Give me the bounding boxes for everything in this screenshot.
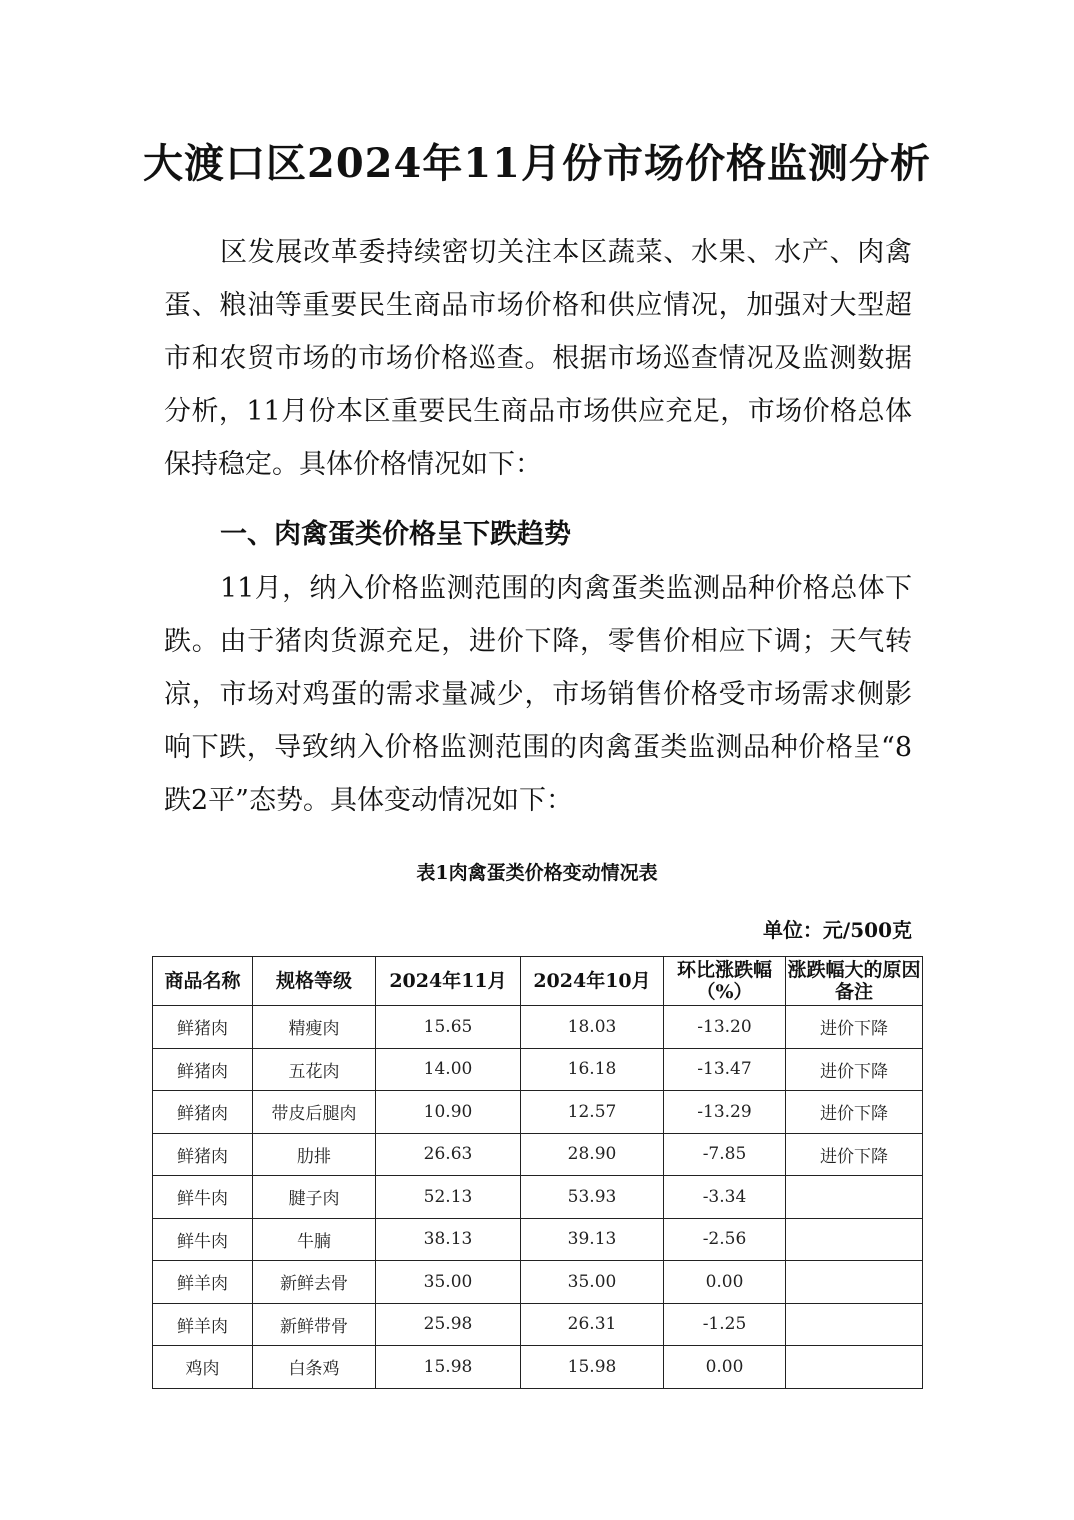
- product-name-cell: 鲜羊肉: [153, 1303, 253, 1346]
- remark-cell: [786, 1346, 923, 1389]
- mom-change-cell: -3.34: [664, 1176, 786, 1219]
- spec-grade-cell: 新鲜带骨: [253, 1303, 376, 1346]
- table-row: [153, 1091, 923, 1134]
- price-nov-cell: 25.98: [376, 1303, 521, 1346]
- spec-grade-cell: 五花肉: [253, 1048, 376, 1091]
- mom-change-cell: -2.56: [664, 1218, 786, 1261]
- price-oct-cell: 53.93: [521, 1176, 664, 1219]
- price-change-table: [152, 956, 923, 1389]
- header-cell: 规格等级: [253, 957, 376, 1006]
- table-caption: 表1肉禽蛋类价格变动情况表: [416, 862, 658, 884]
- table-row: [153, 1006, 923, 1049]
- table-row: [153, 1176, 923, 1219]
- mom-change-cell: -1.25: [664, 1303, 786, 1346]
- header-cell: 商品名称: [153, 957, 253, 1006]
- table-row: [153, 1218, 923, 1261]
- price-oct-cell: 26.31: [521, 1303, 664, 1346]
- remark-cell: [786, 1176, 923, 1219]
- mom-change-cell: 0.00: [664, 1346, 786, 1389]
- product-name-cell: 鲜羊肉: [153, 1261, 253, 1304]
- mom-change-cell: 0.00: [664, 1261, 786, 1304]
- table-row: [153, 1303, 923, 1346]
- section-paragraph: 11月，纳入价格监测范围的肉禽蛋类监测品种价格总体下跌。由于猪肉货源充足，进价下降，零售价相应下调；天气转凉，市场对鸡蛋的需求量减少，市场销售价格受市场需求侧影响下跌，导致纳入价格监测范围的肉禽蛋类监测品种价格呈“8跌2平”态势。具体变动情况如下：: [164, 573, 912, 816]
- spec-grade-cell: 精瘦肉: [253, 1006, 376, 1049]
- remark-cell: [786, 1261, 923, 1304]
- price-oct-cell: 12.57: [521, 1091, 664, 1134]
- table-row: [153, 1261, 923, 1304]
- price-nov-cell: 26.63: [376, 1133, 521, 1176]
- mom-change-cell: -13.29: [664, 1091, 786, 1134]
- price-nov-cell: 35.00: [376, 1261, 521, 1304]
- price-oct-cell: 15.98: [521, 1346, 664, 1389]
- price-oct-cell: 16.18: [521, 1048, 664, 1091]
- unit-label: 单位：元/500克: [762, 918, 912, 942]
- spec-grade-cell: 肋排: [253, 1133, 376, 1176]
- price-nov-cell: 15.65: [376, 1006, 521, 1049]
- remark-cell: [786, 1218, 923, 1261]
- price-nov-cell: 10.90: [376, 1091, 521, 1134]
- product-name-cell: 鲜猪肉: [153, 1048, 253, 1091]
- remark-cell: 进价下降: [786, 1133, 923, 1176]
- intro-paragraph: 区发展改革委持续密切关注本区蔬菜、水果、水产、肉禽蛋、粮油等重要民生商品市场价格和供应情况，加强对大型超市和农贸市场的市场价格巡查。根据市场巡查情况及监测数据分析，11月份本区重要民生商品市场供应充足，市场价格总体保持稳定。具体价格情况如下：: [164, 237, 912, 480]
- price-oct-cell: 35.00: [521, 1261, 664, 1304]
- mom-change-cell: -7.85: [664, 1133, 786, 1176]
- mom-change-cell: -13.20: [664, 1006, 786, 1049]
- remark-cell: [786, 1303, 923, 1346]
- price-nov-cell: 14.00: [376, 1048, 521, 1091]
- header-cell: 涨跌幅大的原因备注: [786, 957, 923, 1006]
- product-name-cell: 鲜牛肉: [153, 1176, 253, 1219]
- table-row: [153, 1048, 923, 1091]
- mom-change-cell: -13.47: [664, 1048, 786, 1091]
- remark-cell: 进价下降: [786, 1091, 923, 1134]
- price-nov-cell: 15.98: [376, 1346, 521, 1389]
- product-name-cell: 鲜猪肉: [153, 1133, 253, 1176]
- product-name-cell: 鲜猪肉: [153, 1006, 253, 1049]
- price-oct-cell: 39.13: [521, 1218, 664, 1261]
- section-heading: 一、肉禽蛋类价格呈下跌趋势: [220, 519, 571, 550]
- spec-grade-cell: 牛腩: [253, 1218, 376, 1261]
- spec-grade-cell: 新鲜去骨: [253, 1261, 376, 1304]
- table-row: [153, 1346, 923, 1389]
- price-nov-cell: 38.13: [376, 1218, 521, 1261]
- price-oct-cell: 28.90: [521, 1133, 664, 1176]
- document-title: 大渡口区2024年11月份市场价格监测分析: [143, 140, 931, 187]
- spec-grade-cell: 腱子肉: [253, 1176, 376, 1219]
- remark-cell: 进价下降: [786, 1048, 923, 1091]
- product-name-cell: 鸡肉: [153, 1346, 253, 1389]
- header-cell: 2024年11月: [376, 957, 521, 1006]
- table-header-row: [153, 957, 923, 1006]
- table-row: [153, 1133, 923, 1176]
- price-nov-cell: 52.13: [376, 1176, 521, 1219]
- product-name-cell: 鲜牛肉: [153, 1218, 253, 1261]
- product-name-cell: 鲜猪肉: [153, 1091, 253, 1134]
- spec-grade-cell: 带皮后腿肉: [253, 1091, 376, 1134]
- remark-cell: 进价下降: [786, 1006, 923, 1049]
- spec-grade-cell: 白条鸡: [253, 1346, 376, 1389]
- price-oct-cell: 18.03: [521, 1006, 664, 1049]
- header-cell: 环比涨跌幅（%）: [664, 957, 786, 1006]
- header-cell: 2024年10月: [521, 957, 664, 1006]
